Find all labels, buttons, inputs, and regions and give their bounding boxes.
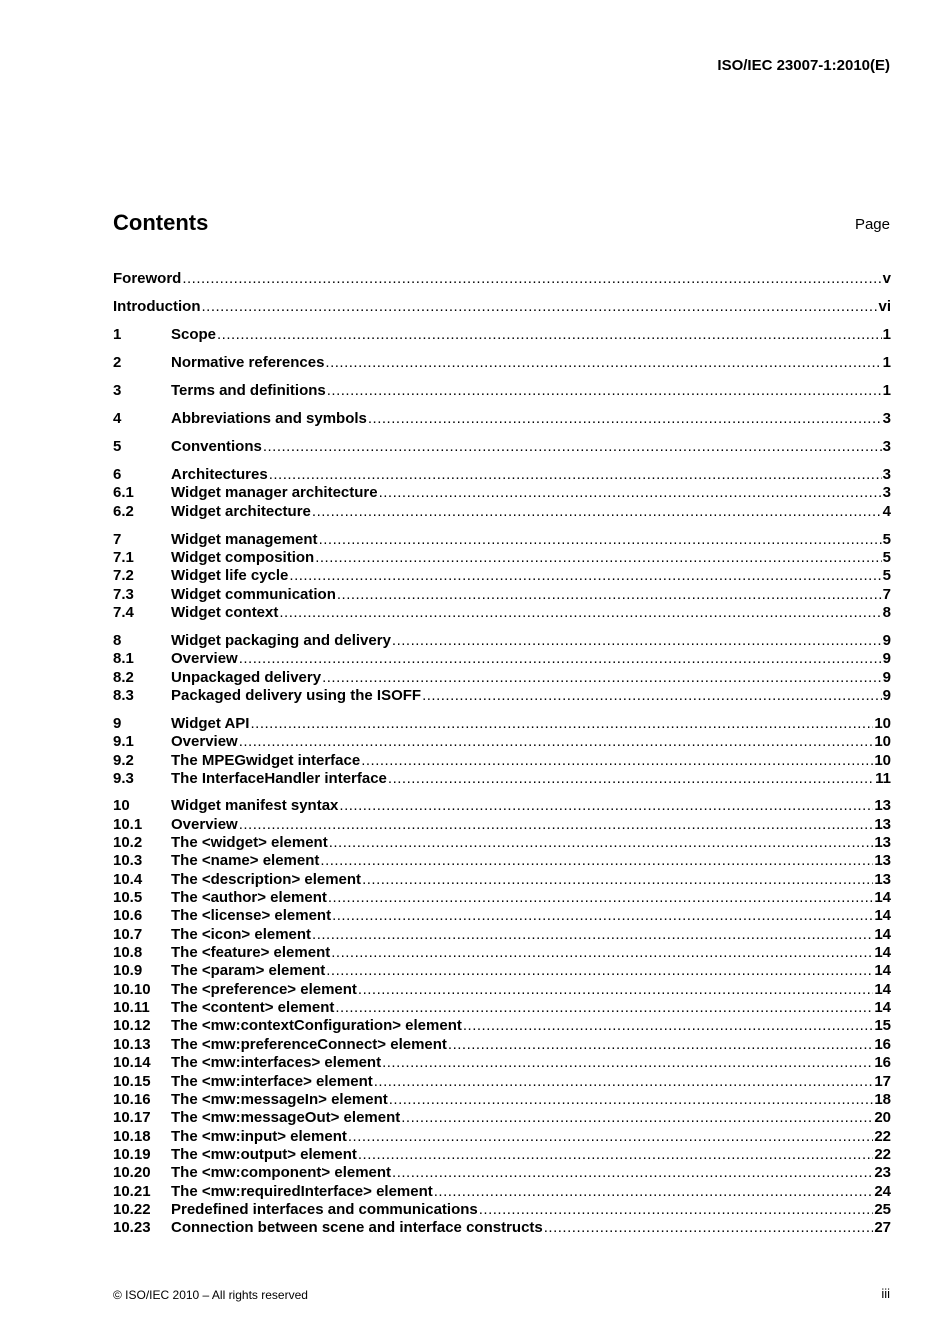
- contents-heading: Contents: [113, 210, 209, 235]
- toc-entry-number: 6: [113, 466, 122, 483]
- toc-entry-page: 7: [882, 586, 891, 603]
- toc-entry-page: 9: [882, 669, 891, 686]
- toc-dot-leader: [326, 962, 873, 980]
- toc-dot-leader: [329, 834, 874, 852]
- toc-entry-number: 8.1: [113, 650, 134, 667]
- toc-entry-number: 10.3: [113, 852, 143, 869]
- toc-dot-leader: [312, 926, 873, 944]
- toc-entry-number: 2: [113, 354, 122, 371]
- toc-entry-number: 9.2: [113, 752, 134, 769]
- toc-entry-title: The <description> element: [171, 871, 362, 888]
- toc-entry-title: Overview: [171, 650, 238, 667]
- toc-dot-leader: [337, 586, 882, 604]
- toc-dot-leader: [544, 1219, 874, 1237]
- toc-entry[interactable]: [113, 531, 891, 549]
- toc-entry-page: 5: [882, 567, 891, 584]
- toc-entry-page: 14: [874, 962, 891, 979]
- toc-entry-title: Widget life cycle: [171, 567, 289, 584]
- footer-copyright: © ISO/IEC 2010 – All rights reserved: [113, 1288, 308, 1302]
- toc-entry-title: Conventions: [171, 438, 262, 455]
- toc-entry[interactable]: [113, 926, 891, 944]
- toc-entry-title: Widget manifest syntax: [171, 797, 339, 814]
- toc-entry-number: 4: [113, 410, 122, 427]
- toc-entry[interactable]: [113, 981, 891, 999]
- toc-entry[interactable]: [113, 962, 891, 980]
- toc-entry[interactable]: [113, 484, 891, 502]
- toc-entry[interactable]: [113, 604, 891, 622]
- toc-dot-leader: [379, 484, 882, 502]
- toc-entry[interactable]: [113, 632, 891, 650]
- toc-entry[interactable]: [113, 326, 891, 344]
- toc-entry-page: 13: [874, 816, 891, 833]
- toc-entry[interactable]: [113, 354, 891, 372]
- toc-entry-title: The <mw:messageIn> element: [171, 1091, 388, 1108]
- toc-entry-number: 10.1: [113, 816, 143, 833]
- toc-entry-number: 10.10: [113, 981, 151, 998]
- toc-entry-page: 22: [874, 1128, 891, 1145]
- toc-entry[interactable]: [113, 907, 891, 925]
- toc-dot-leader: [335, 999, 873, 1017]
- toc-entry-page: 1: [882, 354, 891, 371]
- toc-entry-number: 7: [113, 531, 122, 548]
- toc-entry-page: 13: [874, 871, 891, 888]
- toc-dot-leader: [392, 632, 882, 650]
- toc-entry-number: 10.12: [113, 1017, 151, 1034]
- toc-dot-leader: [422, 687, 882, 705]
- toc-entry-title: Widget composition: [171, 549, 315, 566]
- toc-dot-leader: [362, 871, 873, 889]
- toc-entry[interactable]: [113, 871, 891, 889]
- toc-dot-leader: [448, 1036, 873, 1054]
- toc-entry-number: 10.19: [113, 1146, 151, 1163]
- toc-entry[interactable]: [113, 1054, 891, 1072]
- toc-dot-leader: [374, 1073, 874, 1091]
- toc-entry-page: 14: [874, 981, 891, 998]
- toc-entry-page: 14: [874, 907, 891, 924]
- toc-entry-title: Widget management: [171, 531, 318, 548]
- toc-entry-number: 10.16: [113, 1091, 151, 1108]
- toc-dot-leader: [320, 852, 873, 870]
- toc-dot-leader: [328, 889, 873, 907]
- toc-entry-page: 22: [874, 1146, 891, 1163]
- toc-entry-number: 7.3: [113, 586, 134, 603]
- toc-entry-number: 9.1: [113, 733, 134, 750]
- toc-entry-title: Architectures: [171, 466, 268, 483]
- toc-dot-leader: [217, 326, 882, 344]
- toc-entry-title: Scope: [171, 326, 217, 343]
- toc-entry-page: 14: [874, 889, 891, 906]
- toc-entry-title: Widget packaging and delivery: [171, 632, 391, 649]
- toc-entry-number: 10.21: [113, 1183, 151, 1200]
- footer-page-number: iii: [881, 1286, 890, 1301]
- toc-entry-number: 7.2: [113, 567, 134, 584]
- toc-entry[interactable]: [113, 650, 891, 668]
- toc-dot-leader: [368, 410, 882, 428]
- toc-entry[interactable]: [113, 549, 891, 567]
- toc-dot-leader: [239, 816, 874, 834]
- toc-entry-title: Overview: [171, 816, 238, 833]
- toc-entry-title: Widget context: [171, 604, 279, 621]
- toc-entry-page: 3: [882, 438, 891, 455]
- toc-entry-number: 10.18: [113, 1128, 151, 1145]
- toc-entry-page: 13: [874, 834, 891, 851]
- toc-entry-number: 10.4: [113, 871, 143, 888]
- toc-entry[interactable]: [113, 1109, 891, 1127]
- toc-entry-title: Unpackaged delivery: [171, 669, 322, 686]
- toc-dot-leader: [479, 1201, 874, 1219]
- toc-dot-leader: [182, 270, 881, 288]
- toc-entry[interactable]: [113, 1073, 891, 1091]
- toc-dot-leader: [331, 944, 873, 962]
- toc-entry-page: 14: [874, 944, 891, 961]
- toc-entry[interactable]: [113, 270, 891, 288]
- toc-entry-number: 10.2: [113, 834, 143, 851]
- toc-entry-title: The <mw:component> element: [171, 1164, 392, 1181]
- page-column-label: Page: [854, 216, 890, 233]
- toc-entry-title: Widget API: [171, 715, 250, 732]
- toc-dot-leader: [401, 1109, 873, 1127]
- toc-entry[interactable]: [113, 1128, 891, 1146]
- toc-entry-number: 10.7: [113, 926, 143, 943]
- toc-dot-leader: [332, 907, 873, 925]
- toc-entry-page: 13: [874, 852, 891, 869]
- toc-entry-page: 17: [874, 1073, 891, 1090]
- toc-entry-title: The <param> element: [171, 962, 326, 979]
- toc-entry-title: The <mw:output> element: [171, 1146, 357, 1163]
- toc-entry-page: 1: [882, 326, 891, 343]
- toc-dot-leader: [201, 298, 877, 316]
- toc-dot-leader: [327, 382, 882, 400]
- toc-entry-page: 11: [875, 770, 891, 787]
- toc-entry-title: Widget communication: [171, 586, 336, 603]
- toc-entry-title: Introduction: [113, 298, 201, 315]
- toc-entry-number: 7.1: [113, 549, 134, 566]
- toc-entry[interactable]: [113, 733, 891, 751]
- toc-entry-number: 10.22: [113, 1201, 151, 1218]
- toc-entry[interactable]: [113, 567, 891, 585]
- toc-entry[interactable]: [113, 382, 891, 400]
- toc-entry-title: The <name> element: [171, 852, 320, 869]
- toc-entry[interactable]: [113, 852, 891, 870]
- toc-dot-leader: [339, 797, 873, 815]
- toc-entry[interactable]: [113, 752, 891, 770]
- toc-entry-title: Predefined interfaces and communications: [171, 1201, 478, 1218]
- toc-dot-leader: [358, 1146, 873, 1164]
- toc-entry-number: 7.4: [113, 604, 134, 621]
- toc-entry-page: 1: [882, 382, 891, 399]
- toc-entry-number: 6.2: [113, 503, 134, 520]
- toc-dot-leader: [312, 503, 882, 521]
- toc-entry-title: Packaged delivery using the ISOFF: [171, 687, 422, 704]
- toc-entry[interactable]: [113, 1017, 891, 1035]
- toc-entry-page: 9: [882, 687, 891, 704]
- toc-dot-leader: [388, 770, 874, 788]
- toc-dot-leader: [239, 733, 874, 751]
- toc-entry-page: 10: [874, 752, 891, 769]
- toc-entry-page: 8: [882, 604, 891, 621]
- toc-entry-number: 10.9: [113, 962, 143, 979]
- toc-entry[interactable]: [113, 1201, 891, 1219]
- toc-dot-leader: [382, 1054, 873, 1072]
- toc-entry-number: 1: [113, 326, 122, 343]
- toc-entry-title: The <license> element: [171, 907, 332, 924]
- toc-entry-title: The <mw:preferenceConnect> element: [171, 1036, 447, 1053]
- toc-entry-title: The <widget> element: [171, 834, 328, 851]
- toc-entry-page: 18: [874, 1091, 891, 1108]
- toc-entry[interactable]: [113, 1219, 891, 1237]
- toc-entry[interactable]: [113, 438, 891, 456]
- toc-entry-title: The <content> element: [171, 999, 335, 1016]
- toc-entry-number: 10.15: [113, 1073, 151, 1090]
- toc-entry-title: The <mw:input> element: [171, 1128, 347, 1145]
- toc-dot-leader: [348, 1128, 873, 1146]
- toc-entry-title: The InterfaceHandler interface: [171, 770, 387, 787]
- toc-entry-page: 13: [874, 797, 891, 814]
- toc-entry-title: Normative references: [171, 354, 325, 371]
- toc-entry-number: 10.11: [113, 999, 150, 1016]
- toc-entry-number: 8.2: [113, 669, 134, 686]
- toc-dot-leader: [263, 438, 882, 456]
- toc-entry-title: Widget architecture: [171, 503, 311, 520]
- toc-dot-leader: [289, 567, 881, 585]
- toc-entry-title: Widget manager architecture: [171, 484, 378, 501]
- toc-dot-leader: [315, 549, 881, 567]
- toc-entry-number: 8: [113, 632, 122, 649]
- toc-entry[interactable]: [113, 1146, 891, 1164]
- toc-entry[interactable]: [113, 715, 891, 733]
- toc-entry[interactable]: [113, 503, 891, 521]
- toc-dot-leader: [392, 1164, 873, 1182]
- toc-entry-page: 5: [882, 531, 891, 548]
- toc-entry-page: 10: [874, 715, 891, 732]
- toc-dot-leader: [361, 752, 873, 770]
- toc-entry-page: 27: [874, 1219, 891, 1236]
- toc-entry-page: 24: [874, 1183, 891, 1200]
- toc-entry-page: vi: [878, 298, 891, 315]
- toc-entry-title: The <preference> element: [171, 981, 357, 998]
- toc-entry-number: 10: [113, 797, 130, 814]
- toc-entry-page: 10: [874, 733, 891, 750]
- toc-entry-number: 10.20: [113, 1164, 151, 1181]
- toc-entry-number: 3: [113, 382, 122, 399]
- toc-entry-title: The <mw:contextConfiguration> element: [171, 1017, 462, 1034]
- toc-entry-page: 23: [874, 1164, 891, 1181]
- toc-entry-title: Abbreviations and symbols: [171, 410, 367, 427]
- toc-entry-number: 9: [113, 715, 122, 732]
- toc-entry[interactable]: [113, 466, 891, 484]
- toc-dot-leader: [239, 650, 882, 668]
- toc-entry-page: 14: [874, 999, 891, 1016]
- toc-entry-title: The <mw:interface> element: [171, 1073, 373, 1090]
- toc-entry[interactable]: [113, 1183, 891, 1201]
- toc-entry-page: 14: [874, 926, 891, 943]
- toc-entry[interactable]: [113, 1091, 891, 1109]
- toc-entry-page: 16: [874, 1036, 891, 1053]
- toc-entry[interactable]: [113, 1164, 891, 1182]
- toc-entry-page: 16: [874, 1054, 891, 1071]
- toc-entry-page: 3: [882, 484, 891, 501]
- toc-entry-title: The <mw:messageOut> element: [171, 1109, 401, 1126]
- toc-entry[interactable]: [113, 298, 891, 316]
- toc-entry-page: v: [882, 270, 891, 287]
- toc-entry[interactable]: [113, 410, 891, 428]
- toc-entry-page: 3: [882, 466, 891, 483]
- toc-entry-number: 6.1: [113, 484, 134, 501]
- toc-entry-page: 5: [882, 549, 891, 566]
- toc-entry-title: The <feature> element: [171, 944, 331, 961]
- toc-entry[interactable]: [113, 834, 891, 852]
- toc-entry-title: The <author> element: [171, 889, 327, 906]
- toc-entry-number: 10.13: [113, 1036, 151, 1053]
- toc-entry-number: 10.5: [113, 889, 143, 906]
- toc-entry[interactable]: [113, 999, 891, 1017]
- toc-entry-title: Terms and definitions: [171, 382, 326, 399]
- toc-entry[interactable]: [113, 889, 891, 907]
- toc-entry[interactable]: [113, 770, 891, 788]
- toc-entry-page: 9: [882, 632, 891, 649]
- toc-dot-leader: [250, 715, 873, 733]
- toc-dot-leader: [463, 1017, 873, 1035]
- toc-entry[interactable]: [113, 669, 891, 687]
- toc-entry-number: 5: [113, 438, 122, 455]
- toc-entry-page: 20: [874, 1109, 891, 1126]
- toc-entry[interactable]: [113, 586, 891, 604]
- toc-entry-number: 10.8: [113, 944, 143, 961]
- toc-dot-leader: [358, 981, 873, 999]
- toc-entry[interactable]: [113, 797, 891, 815]
- toc-dot-leader: [325, 354, 881, 372]
- toc-dot-leader: [322, 669, 882, 687]
- toc-entry-page: 15: [874, 1017, 891, 1034]
- toc-entry-number: 9.3: [113, 770, 134, 787]
- toc-entry[interactable]: [113, 816, 891, 834]
- toc-entry-page: 4: [882, 503, 891, 520]
- toc-entry-number: 10.23: [113, 1219, 151, 1236]
- toc-entry-title: The <mw:requiredInterface> element: [171, 1183, 433, 1200]
- toc-entry-title: Overview: [171, 733, 238, 750]
- toc-entry-page: 25: [874, 1201, 891, 1218]
- toc-dot-leader: [389, 1091, 874, 1109]
- toc-dot-leader: [434, 1183, 874, 1201]
- toc-entry-title: The <icon> element: [171, 926, 312, 943]
- toc-entry-number: 10.6: [113, 907, 143, 924]
- toc-dot-leader: [279, 604, 881, 622]
- toc-dot-leader: [319, 531, 882, 549]
- toc-entry-page: 9: [882, 650, 891, 667]
- toc-entry-title: The MPEGwidget interface: [171, 752, 361, 769]
- toc-entry-number: 8.3: [113, 687, 134, 704]
- toc-entry-title: The <mw:interfaces> element: [171, 1054, 382, 1071]
- toc-entry[interactable]: [113, 687, 891, 705]
- toc-dot-leader: [269, 466, 882, 484]
- toc-entry[interactable]: [113, 944, 891, 962]
- toc-entry-number: 10.17: [113, 1109, 151, 1126]
- toc-entry[interactable]: [113, 1036, 891, 1054]
- toc-entry-number: 10.14: [113, 1054, 151, 1071]
- document-id: ISO/IEC 23007-1:2010(E): [717, 57, 890, 74]
- toc-entry-page: 3: [882, 410, 891, 427]
- toc-entry-title: Foreword: [113, 270, 182, 287]
- toc-entry-title: Connection between scene and interface constructs: [171, 1219, 543, 1236]
